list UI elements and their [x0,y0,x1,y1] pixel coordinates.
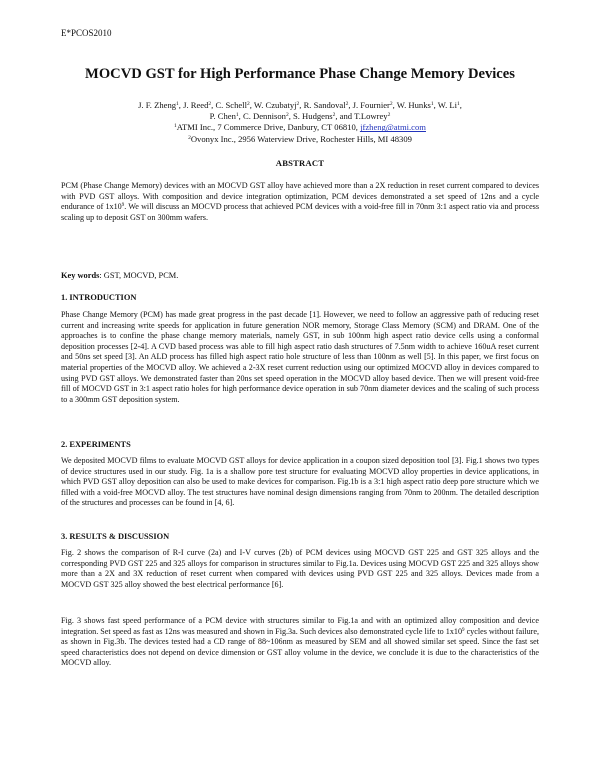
conference-tag: E*PCOS2010 [61,28,112,38]
section-heading-results: 3. RESULTS & DISCUSSION [61,532,170,541]
author: S. Hudgens [292,111,333,122]
author-block [90,100,510,145]
author: C. Schell [215,100,247,110]
author: J. Reed [183,100,209,110]
abstract-text-part: . We will discuss an MOCVD process that achieved PCM devices with a void-free fill in 70nm 3:1 aspect ratio via and process scaling up to deposit GST on 300mm wafers. [61,202,539,222]
affiliation-text: ATMI Inc., 7 Commerce Drive, Danbury, CT 06810, [176,122,358,133]
author-line-1: J. F. Zheng$^1$, J. Reed$^2$, C. Schell$^2$, W. Czubatyj$^2$, R. Sandoval$^2$, J. Fournier$^2$, W. Hunks$^1$, W. Li$^1$, [138,100,462,110]
author-sup: 2 [387,112,391,119]
author-line-2: P. Chen$^1$, C. Dennison$^2$, S. Hudgens$^2$, and T.Lowrey$^2$ [209,111,391,122]
author-sup: 1 [457,101,460,107]
results-text-2 [61,616,539,669]
affiliation-2 [90,134,510,145]
paper-title: MOCVD GST for High Performance Phase Change Memory Devices [85,66,515,82]
author-sup: 2 [246,101,250,107]
author-sup: 1 [235,112,239,119]
results-sup: 9 [462,627,465,633]
abstract-heading: ABSTRACT [275,158,325,168]
author-sup: 2 [285,112,289,119]
abstract-text-part: PCM (Phase Change Memory) devices with an MOCVD GST alloy have achieved more than a 2X reduction in reset current compared to devices with PVD GST alloys. With composition and device integration optimization, PCM devices demonstrated a set speed of 12ns and a cycle endurance of 1x10 [61,181,539,212]
author: P. Chen [209,111,236,122]
author-sup: 2 [208,101,212,107]
keywords [61,271,178,280]
intro-text: Phase Change Memory (PCM) has made great progress in the past decade [1]. However, we need to follow an aggressive path of reducing reset current and increasing write speeds for application in future generation NOR memory, Storage Class Memory (SCM) and DRAM. One of the approaches is to confine the phase change memory materials, namely GST, in sub 100nm high aspect ratio device cells using a conformal deposition processes [2-4]. A CVD based process was able to fill high aspect ratio dash structures of 7.5nm width to achieve 160uA reset current and 50ns set speed [3]. An ALD process has filled high aspect ratio hole structure of less than 100nm as well [5]. In this paper, we first focus on material properties of the MOCVD alloy. We achieved a 2-3X reset current reduction using our optimized MOCVD alloy in devices compared to using PVD GST alloys. We demonstrated faster than 20ns set speed operation in the MOCVD alloy based device. Then we will present void-free fill of MOCVD GST in 3:1 aspect ratio holes for high performance device operation in sub 70nm diameter devices and the scaling of such process to a 300mm GST deposition system. [61,310,539,404]
affiliation-sup: 2 [188,134,191,141]
author: R. Sandoval [303,100,346,110]
section-heading-experiments: 2. EXPERIMENTS [61,440,131,449]
experiments-text: We deposited MOCVD films to evaluate MOCVD GST alloys for device application in a coupon sized deposition tool [3]. Fig.1 shows two types of device structures used in our study. Fig. 1a is a shallow pore test structure for evaluating MOCVD alloy properties in device applications, in which PVD GST alloy deposition can also be used to make devices for comparison. Fig.1b is a 3:1 high aspect ratio deep pore structure which we filled with a void-free MOCVD alloy. The test structures have nominal design dimensions ranging from 70nm to 200nm. The detailed description of the structures and processes can be found in [4, 6]. [61,456,539,508]
email-link[interactable]: jfzheng@atmi.com [360,122,426,133]
author: W. Hunks [396,100,431,110]
affiliation-text: Ovonyx Inc., 2956 Waterview Drive, Rochester Hills, MI 48309 [190,133,412,144]
affiliation-sup: 1 [174,123,177,130]
section-heading-intro: 1. INTRODUCTION [61,293,137,302]
author: W. Czubatyj [253,100,297,110]
author: J. F. Zheng [138,100,177,110]
author-sup: 2 [389,101,393,107]
abstract-sup: 9 [121,203,125,209]
affiliation-1 [90,122,510,133]
author-conjunction: and [339,111,353,122]
results-text-1: Fig. 2 shows the comparison of R-I curve (2a) and I-V curves (2b) of PCM devices using MOCVD GST 225 and GST 325 alloys and the corresponding PVD GST 225 and 325 alloys for comparison in structures similar to Fig.1a. Devices using MOCVD GST 225 and 325 alloys show more than a 2X and 3X reduction of reset current when compared with devices using PVD GST 225 and 325 alloys. Devices made from a MOCVD GST 325 alloy showed the best electrical performance [6]. [61,548,539,589]
keywords-label: Key words [61,271,100,280]
author-sup: 1 [176,101,179,107]
results-text-part: cycles without failure, as shown in Fig.3b. The devices tested had a CD range of 88~106nm as measured by SEM and all showed similar set speed. Since the fast set speed characteristics does not depend on device dimension or GST alloy volume in the device, we conclude it is due to the characteristics of the MOCVD alloy. [61,626,539,668]
author: W. Li [437,100,458,110]
author: T.Lowrey [354,111,388,122]
author-sup: 1 [430,101,434,107]
author-sup: 2 [296,101,300,107]
keywords-text: : GST, MOCVD, PCM. [99,271,179,280]
author: J. Fournier [352,100,390,110]
author-sup: 2 [332,112,336,119]
author-sup: 2 [345,101,349,107]
results-text-part: Fig. 3 shows fast speed performance of a PCM device with structures similar to Fig.1a and with an optimized alloy composition and device integration. Set speed as fast as 12ns was measured and shown in Fig.3a. Such devices also demonstrated cycle life to 1x10 [61,616,539,636]
author: C. Dennison [242,111,286,122]
abstract-text [61,181,539,223]
